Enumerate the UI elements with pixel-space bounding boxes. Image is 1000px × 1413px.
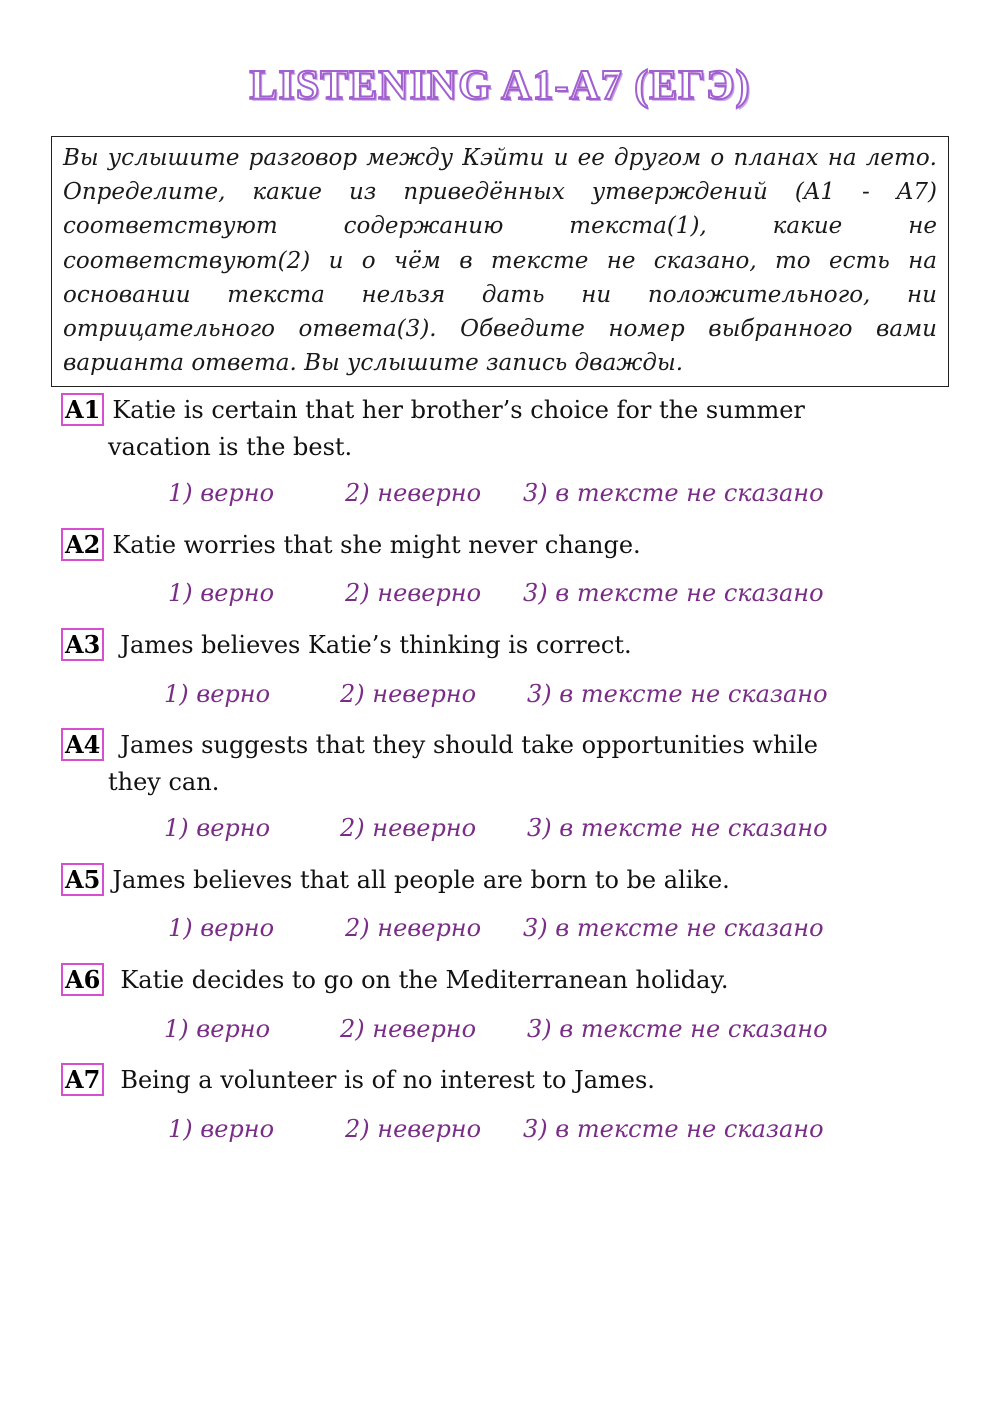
answer-options-a3 [0,680,1000,716]
option-not-stated[interactable]: 3) в тексте не сказано [523,479,824,507]
question-a1 [61,392,941,466]
question-a5 [61,862,941,899]
option-true[interactable]: 1) верно [168,1115,275,1143]
option-false[interactable]: 2) неверно [340,1015,477,1043]
option-false[interactable]: 2) неверно [340,680,477,708]
option-not-stated[interactable]: 3) в тексте не сказано [523,914,824,942]
question-label: A6 [61,963,104,996]
option-true[interactable]: 1) верно [164,814,271,842]
option-not-stated[interactable]: 3) в тексте не сказано [527,814,828,842]
question-text: Katie decides to go on the Mediterranean holiday. [120,966,729,994]
option-true[interactable]: 1) верно [168,914,275,942]
option-false[interactable]: 2) неверно [345,1115,482,1143]
question-text: Katie worries that she might never change. [112,531,641,559]
question-label: A7 [61,1063,104,1096]
question-a2 [61,527,941,564]
answer-options-a5 [0,914,1000,950]
option-false[interactable]: 2) неверно [345,579,482,607]
answer-options-a6 [0,1015,1000,1051]
question-text: James believes that all people are born to be alike. [112,866,730,894]
question-a7 [61,1062,941,1099]
question-text: James believes Katie’s thinking is correct. [120,631,632,659]
question-text: Katie is certain that her brother’s choice for the summer [112,396,805,424]
question-text-continued: vacation is the best. [108,433,353,461]
answer-options-a2 [0,579,1000,615]
question-label: A3 [61,628,104,661]
answer-options-a4 [0,814,1000,850]
option-false[interactable]: 2) неверно [345,914,482,942]
question-text-continued: they can. [108,768,220,796]
instructions-box: Вы услышите разговор между Кэйти и ее другом о планах на лето. Определите, какие из приведённых утверждений (A1 - A7) соответствуют содержанию текста(1), какие не соответствуют(2) и о чём в тексте не сказано, то есть на основании текста нельзя дать ни положительного, ни отрицательного ответа(3). Обведите номер выбранного вами варианта ответа. Вы услышите запись дважды. [51,136,949,387]
page-title: LISTENING A1-A7 (ЕГЭ) [249,63,751,109]
option-false[interactable]: 2) неверно [345,479,482,507]
question-label: A1 [61,393,104,426]
option-not-stated[interactable]: 3) в тексте не сказано [523,579,824,607]
option-not-stated[interactable]: 3) в тексте не сказано [523,1115,824,1143]
option-true[interactable]: 1) верно [164,1015,271,1043]
answer-options-a1 [0,479,1000,515]
question-text: Being a volunteer is of no interest to James. [120,1066,655,1094]
option-not-stated[interactable]: 3) в тексте не сказано [527,1015,828,1043]
question-a4 [61,727,941,801]
question-label: A4 [61,728,104,761]
option-not-stated[interactable]: 3) в тексте не сказано [527,680,828,708]
option-true[interactable]: 1) верно [168,579,275,607]
option-true[interactable]: 1) верно [164,680,271,708]
question-a3 [61,627,941,664]
question-label: A5 [61,863,104,896]
option-true[interactable]: 1) верно [168,479,275,507]
answer-options-a7 [0,1115,1000,1151]
question-text: James suggests that they should take opportunities while [120,731,818,759]
question-a6 [61,962,941,999]
question-label: A2 [61,528,104,561]
option-false[interactable]: 2) неверно [340,814,477,842]
